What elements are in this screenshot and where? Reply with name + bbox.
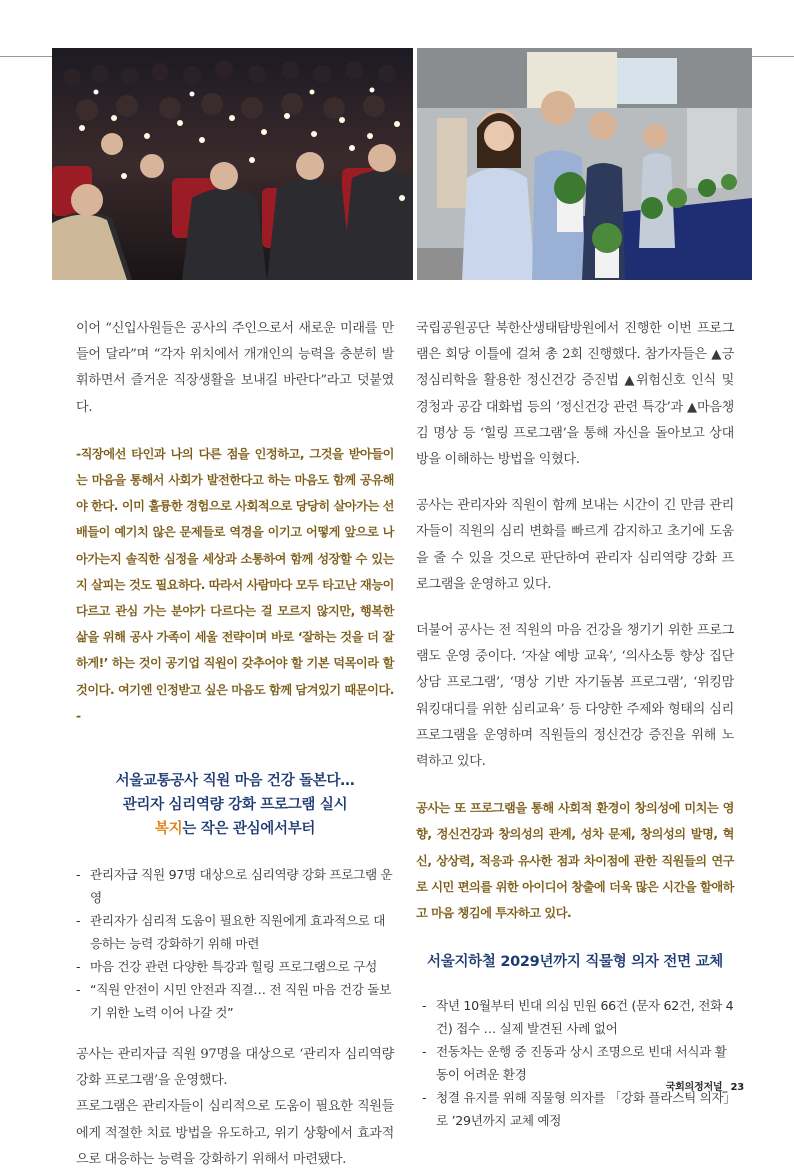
section-headline-mental-health <box>76 769 394 841</box>
page-number: 23 <box>730 1082 744 1093</box>
top-rule-right <box>752 56 794 57</box>
list-item: - 관리자가 심리적 도움이 필요한 직원에게 효과적으로 대응하는 능력 강화하기 위해 마련 <box>76 913 386 952</box>
program-paragraph-2: 프로그램은 관리자들이 심리적으로 도움이 필요한 직원들에게 적절한 치료 방법을 유도하고, 위기 상황에서 효과적으로 대응하는 능력을 강화하기 위해서 마련됐다. <box>76 1099 394 1167</box>
quote-paragraph-right: 공사는 또 프로그램을 통해 사회적 환경이 창의성에 미치는 영향, 정신건강과 창의성의 관계, 성차 문제, 창의성의 발명, 혁신, 상상력, 적응과 유사한 점과 차이점에 관한 직원들의 연구로 시민 편의를 위한 아이디어 창출에 더욱 많은 시간을 할애하고 마음 챙김에 투자하고 있다. <box>416 801 734 921</box>
headline-line-1: 서울교통공사 직원 마음 건강 돌본다… <box>115 773 355 790</box>
section-headline-subway-seats: 서울지하철 2029년까지 직물형 의자 전면 교체 <box>427 954 723 971</box>
audience-photo <box>52 48 413 280</box>
top-rule-left <box>0 56 52 57</box>
right-column <box>416 316 734 1132</box>
intro-paragraph: 이어 “신입사원들은 공사의 주인으로서 새로운 미래를 만들어 달라”며 “각자 위치에서 개개인의 능력을 충분히 발휘하면서 즐거운 직장생활을 보내길 바란다”라고 덧붙였다. <box>76 321 394 415</box>
list-item: - 전동차는 운행 중 진동과 상시 조명으로 빈대 서식과 활동이 어려운 환경 <box>422 1044 727 1083</box>
quote-paragraph-left: -직장에선 타인과 나의 다른 점을 인정하고, 그것을 받아들이는 마음을 통해서 사회가 발전한다고 하는 마음도 함께 공유해야 한다. 이미 훌륭한 경험으로 사회적으로 당당히 살아가는 선배들이 예기치 않은 문제들로 역경을 이기고 어떻게 앞으로 나아가는지 솔직한 심정을 세상과 소통하여 함께 성장할 수 있는지 살피는 것도 필요하다. 따라서 사람마다 모두 타고난 재능이 다르고 관심 가는 분야가 다르다는 걸 모르지 않지만, 행복한 삶을 위해 공사 가족이 세울 전략이며 바로 ‘잘하는 것을 더 잘하게!’ 하는 것이 공기업 직원이 갖추어야 할 기본 덕목이라 할 것이다. 여기엔 인정받고 싶은 마음도 함께 담겨있기 때문이다. - <box>76 446 394 723</box>
right-paragraph-1: 국립공원공단 북한산생태탐방원에서 진행한 이번 프로그램은 회당 이틀에 걸쳐 총 2회 진행했다. 참가자들은 ▲긍정심리학을 활용한 정신건강 증진법 ▲위험신호 인식 및 경청과 공감 대화법 등의 ‘정신건강 관련 특강’과 ▲마음챙김 명상 등 ‘힐링 프로그램’을 통해 자신을 돌아보고 상대방을 이해하는 방법을 익혔다. <box>416 321 734 468</box>
publication-name: 국회의정저널_ <box>665 1082 728 1093</box>
list-item: - 청결 유지를 위해 직물형 의자를 「강화 플라스틱 의자」로 ’29년까지 교체 예정 <box>422 1090 730 1129</box>
headline-line-3 <box>76 817 394 841</box>
list-item: - 작년 10월부터 빈대 의심 민원 66건 (문자 62건, 전화 4건) 접수 … 실제 발견된 사례 없어 <box>422 998 734 1037</box>
list-item: - 마음 건강 관련 다양한 특강과 힐링 프로그램으로 구성 <box>76 959 377 975</box>
program-paragraph-1: 공사는 관리자급 직원 97명을 대상으로 ‘관리자 심리역량 강화 프로그램’을 운영했다. <box>76 1047 394 1089</box>
plant-distribution-photo <box>417 48 752 280</box>
summary-bullet-list-right <box>416 994 734 1132</box>
right-paragraph-2: 공사는 관리자와 직원이 함께 보내는 시간이 긴 만큼 관리자들이 직원의 심리 변화를 빠르게 감지하고 초기에 도움을 줄 수 있을 것으로 판단하여 관리자 심리역량 강화 프로그램을 운영하고 있다. <box>416 498 734 592</box>
list-item: - 관리자급 직원 97명 대상으로 심리역량 강화 프로그램 운영 <box>76 867 393 906</box>
list-item: - “직원 안전이 시민 안전과 직결… 전 직원 마음 건강 돌보기 위한 노력 이어 나갈 것” <box>76 982 392 1021</box>
headline-line-3-rest: 는 작은 관심에서부터 <box>182 821 316 838</box>
audience-with-phone-lights-photo <box>52 48 413 280</box>
left-column <box>76 316 394 1173</box>
headline-highlight: 복지 <box>154 821 183 838</box>
headline-line-2: 관리자 심리역량 강화 프로그램 실시 <box>122 797 348 814</box>
right-paragraph-3: 더불어 공사는 전 직원의 마음 건강을 챙기기 위한 프로그램도 운영 중이다. ‘자살 예방 교육’, ‘의사소통 향상 집단상담 프로그램’, ‘명상 기반 자기돌봄 프로그램’, ‘위킹맘 워킹대디를 위한 심리교육’ 등 다양한 주제와 형태의 심리 프로그램을 운영하며 직원들의 정신건강 증진을 위해 노력하고 있다. <box>416 623 734 770</box>
page-footer <box>666 1078 744 1093</box>
summary-bullet-list-left <box>76 863 394 1024</box>
staff-handing-out-potted-plants-photo <box>417 48 752 280</box>
